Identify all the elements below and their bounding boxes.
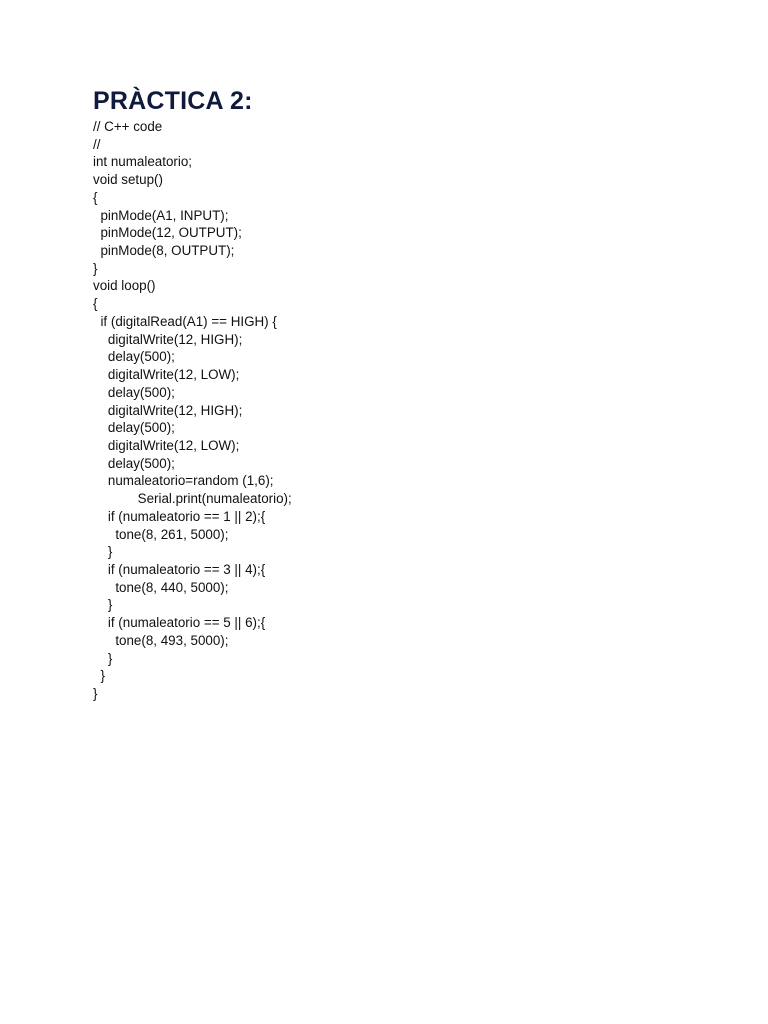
code-line: { bbox=[93, 189, 98, 205]
code-line: void loop() bbox=[93, 278, 156, 294]
code-line: } bbox=[93, 597, 113, 613]
code-listing bbox=[93, 118, 292, 703]
code-line: if (numaleatorio == 1 || 2);{ bbox=[93, 508, 266, 524]
code-line: // C++ code bbox=[93, 119, 163, 134]
code-line: delay(500); bbox=[93, 349, 175, 365]
code-line: tone(8, 440, 5000); bbox=[93, 579, 229, 595]
code-line: } bbox=[93, 260, 98, 276]
code-line: if (digitalRead(A1) == HIGH) { bbox=[93, 313, 277, 329]
code-line: if (numaleatorio == 3 || 4);{ bbox=[93, 561, 266, 577]
code-line: digitalWrite(12, HIGH); bbox=[93, 331, 243, 347]
code-line: // bbox=[93, 136, 101, 152]
code-line: Serial.print(numaleatorio); bbox=[93, 491, 292, 507]
code-line: delay(500); bbox=[93, 420, 175, 436]
code-line: } bbox=[93, 686, 98, 701]
code-line: if (numaleatorio == 5 || 6);{ bbox=[93, 615, 266, 631]
code-line: pinMode(A1, INPUT); bbox=[93, 207, 229, 223]
code-line: { bbox=[93, 296, 98, 312]
code-line: numaleatorio=random (1,6); bbox=[93, 473, 274, 489]
code-line: pinMode(12, OUTPUT); bbox=[93, 225, 242, 241]
code-line: tone(8, 261, 5000); bbox=[93, 526, 229, 542]
code-line: void setup() bbox=[93, 172, 163, 188]
code-line: } bbox=[93, 650, 113, 666]
code-line: delay(500); bbox=[93, 384, 175, 400]
code-line: digitalWrite(12, LOW); bbox=[93, 367, 240, 383]
page-title: PRÀCTICA 2: bbox=[93, 87, 253, 115]
code-line: pinMode(8, OUTPUT); bbox=[93, 243, 235, 259]
code-line: } bbox=[93, 544, 113, 560]
code-line: delay(500); bbox=[93, 455, 175, 471]
code-line: int numaleatorio; bbox=[93, 154, 192, 170]
code-line: tone(8, 493, 5000); bbox=[93, 632, 229, 648]
code-line: digitalWrite(12, HIGH); bbox=[93, 402, 243, 418]
code-line: digitalWrite(12, LOW); bbox=[93, 437, 240, 453]
code-line: } bbox=[93, 668, 105, 684]
